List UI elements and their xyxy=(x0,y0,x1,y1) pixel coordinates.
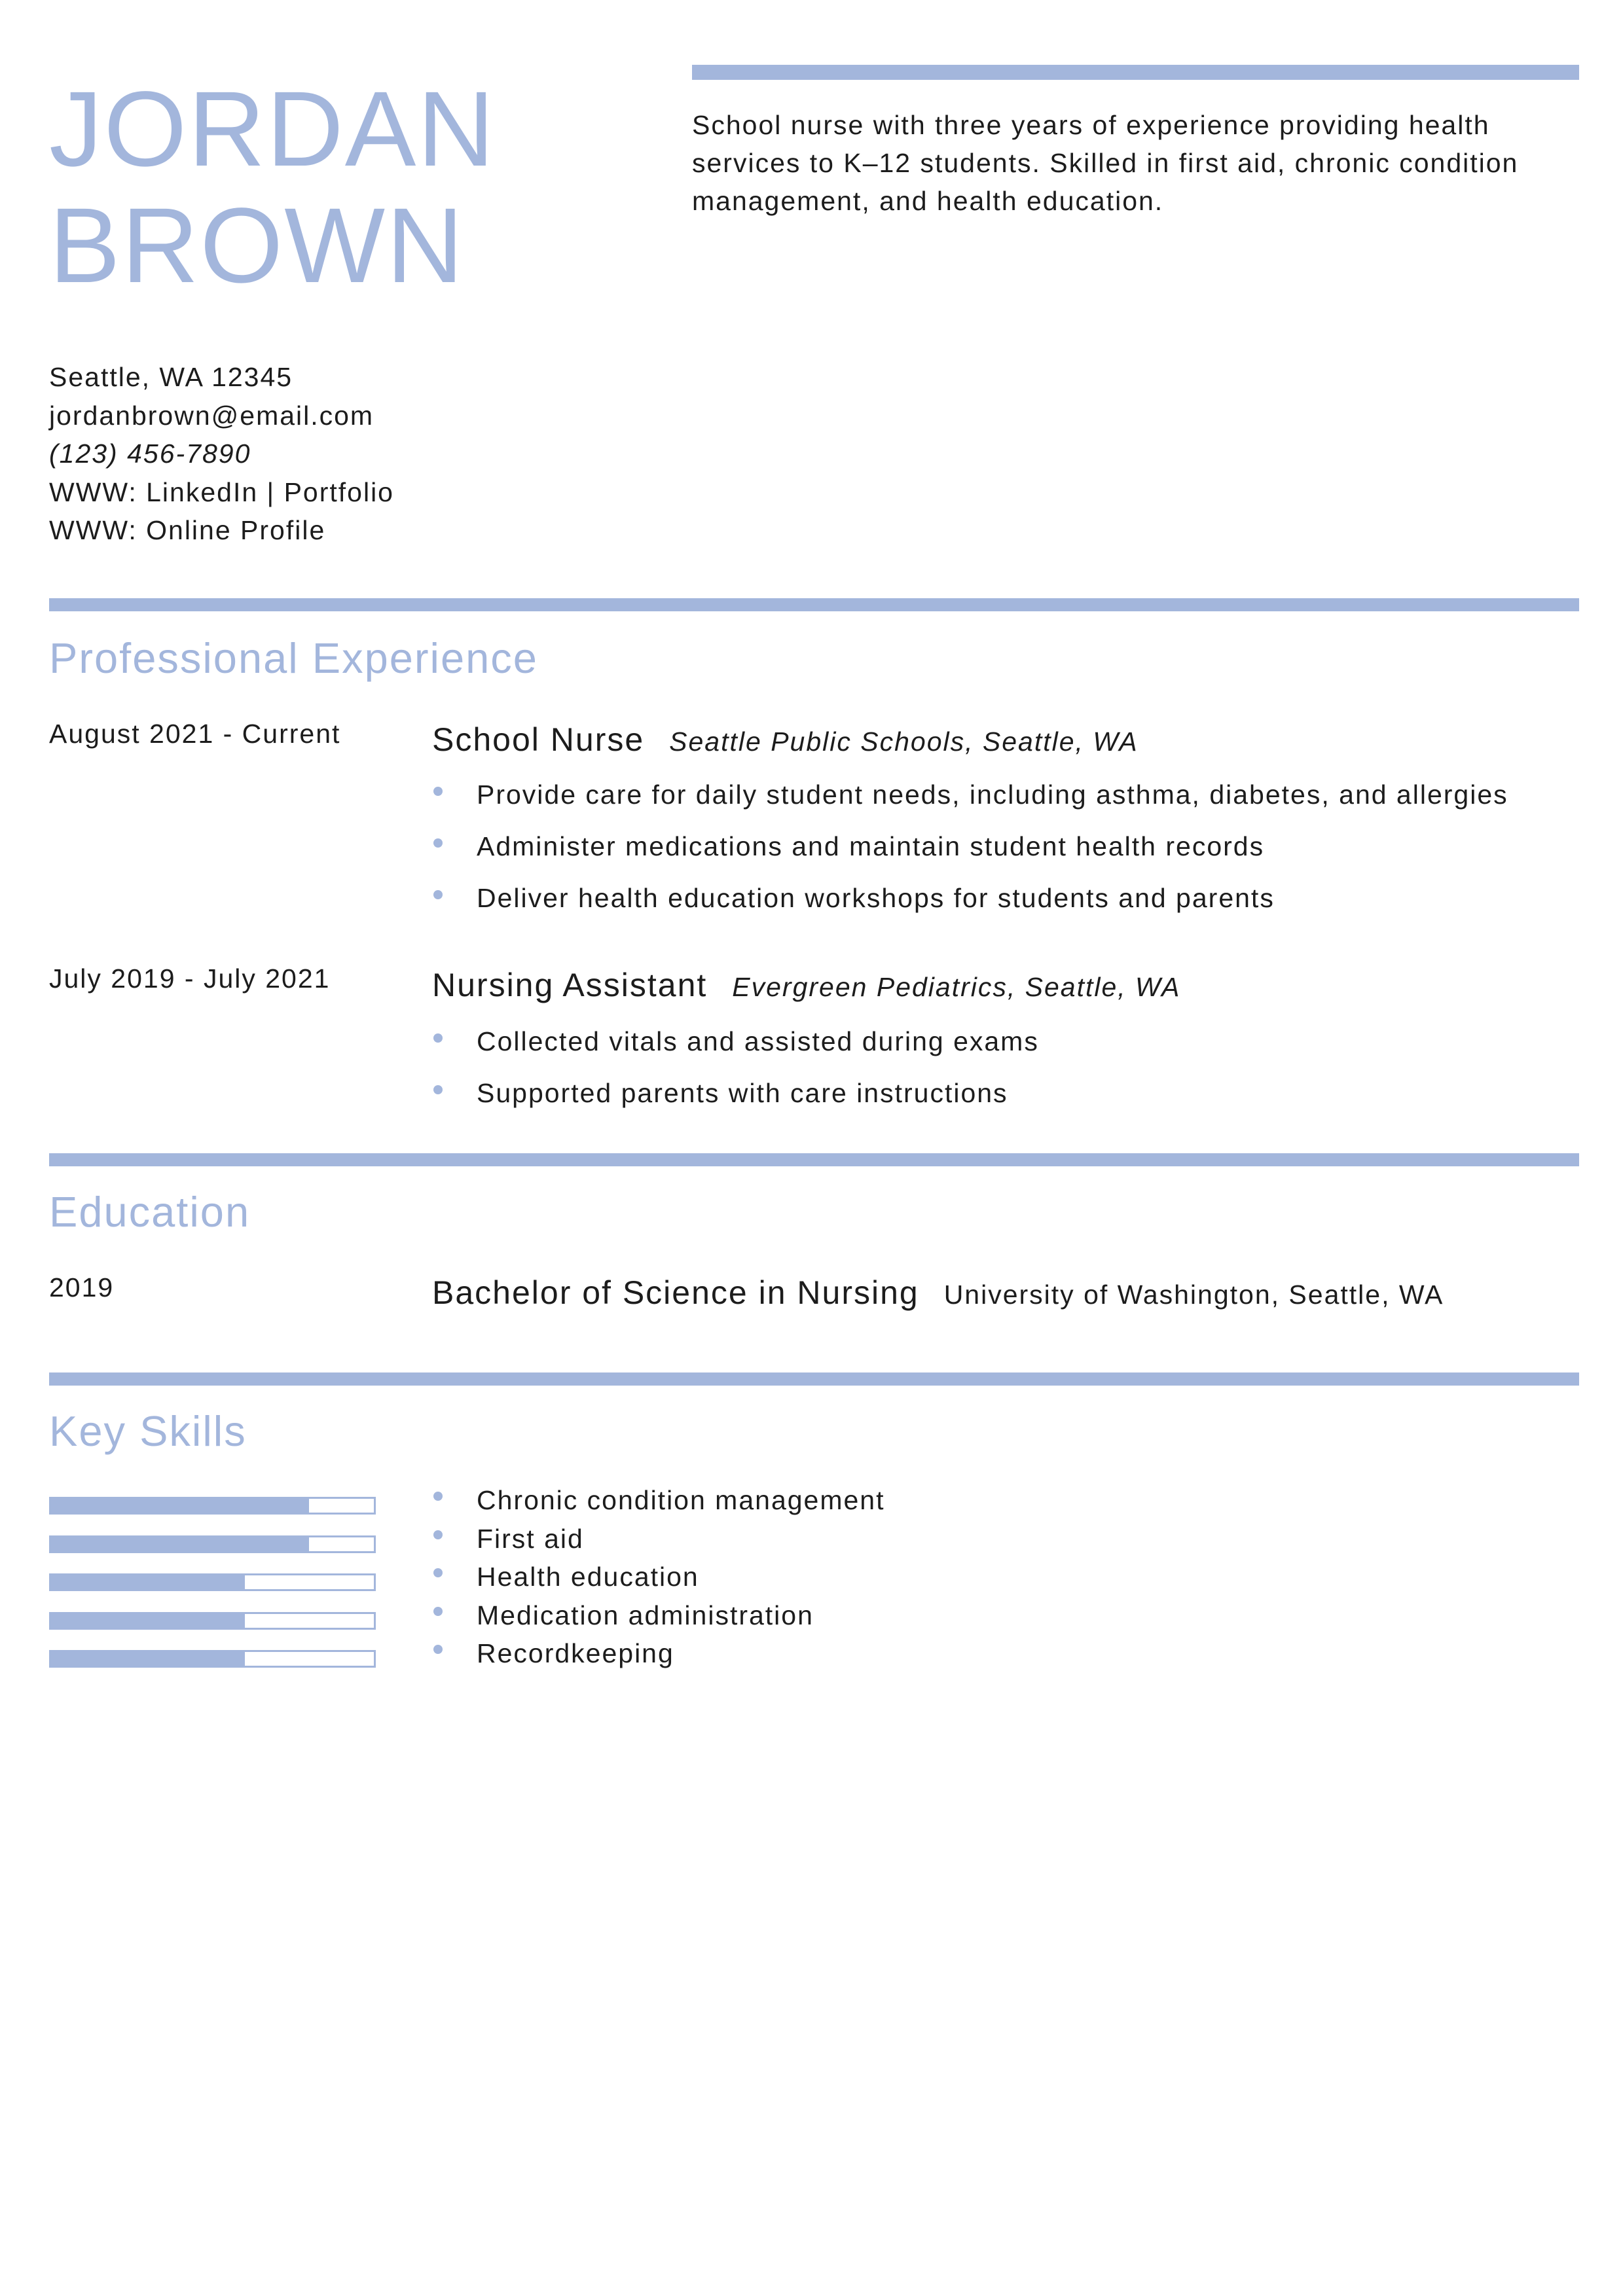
first-name: JORDAN xyxy=(49,69,496,188)
bullet-icon xyxy=(433,1607,443,1616)
list-item: Collected vitals and assisted during exams xyxy=(432,1016,1039,1067)
bullet-icon xyxy=(433,1492,443,1501)
skill-level-bar xyxy=(49,1535,376,1553)
job-2-org: Evergreen Pediatrics, Seattle, WA xyxy=(732,972,1181,1002)
list-item: Supported parents with care instructions xyxy=(432,1067,1039,1119)
education-section-title: Education xyxy=(49,1188,251,1236)
contact-web-links[interactable]: WWW: LinkedIn | Portfolio xyxy=(49,476,394,507)
skill-level-fill xyxy=(51,1537,309,1551)
skills-list xyxy=(432,1481,885,1673)
education-degree: Bachelor of Science in Nursing xyxy=(432,1274,919,1311)
skills-section-title: Key Skills xyxy=(49,1407,247,1455)
list-item: First aid xyxy=(432,1520,885,1558)
list-item: Medication administration xyxy=(432,1596,885,1635)
list-item: Deliver health education workshops for students and parents xyxy=(432,872,1508,924)
bullet-icon xyxy=(433,1085,443,1094)
skill-level-bar xyxy=(49,1573,376,1591)
contact-email[interactable]: jordanbrown@email.com xyxy=(49,400,374,431)
summary-text: School nurse with three years of experience providing health services to K–12 students. Skilled in first aid, chronic condition management, and health education. xyxy=(692,110,1519,216)
bullet-icon xyxy=(433,1530,443,1539)
education-year: 2019 xyxy=(49,1272,115,1302)
job-2-title: Nursing Assistant xyxy=(432,967,708,1003)
job-2-bullets xyxy=(432,1016,1039,1119)
bullet-icon xyxy=(433,838,443,848)
job-1-org: Seattle Public Schools, Seattle, WA xyxy=(669,726,1139,757)
skill-level-bar xyxy=(49,1650,376,1668)
education-institution: University of Washington, Seattle, WA xyxy=(943,1280,1444,1310)
education-heading xyxy=(432,1273,1444,1312)
bullet-icon xyxy=(433,1033,443,1043)
skill-level-fill xyxy=(51,1652,245,1666)
job-2-dates: July 2019 - July 2021 xyxy=(49,963,331,994)
job-1-bullets xyxy=(432,769,1508,924)
skill-level-bar xyxy=(49,1612,376,1630)
job-1-title: School Nurse xyxy=(432,721,645,758)
contact-address: Seattle, WA 12345 xyxy=(49,362,293,392)
contact-web-profile[interactable]: WWW: Online Profile xyxy=(49,515,326,545)
list-item: Chronic condition management xyxy=(432,1481,885,1520)
job-2-heading xyxy=(432,965,1180,1005)
summary-divider xyxy=(692,65,1579,80)
skill-level-fill xyxy=(51,1499,309,1513)
job-1-heading xyxy=(432,720,1139,759)
last-name: BROWN xyxy=(49,185,465,305)
skill-level-bar xyxy=(49,1497,376,1515)
list-item: Administer medications and maintain student health records xyxy=(432,821,1508,872)
skill-level-fill xyxy=(51,1575,245,1589)
skill-level-fill xyxy=(51,1614,245,1628)
bullet-icon xyxy=(433,787,443,796)
bullet-icon xyxy=(433,890,443,899)
bullet-icon xyxy=(433,1568,443,1577)
experience-section-title: Professional Experience xyxy=(49,634,538,682)
education-divider xyxy=(49,1153,1579,1166)
list-item: Provide care for daily student needs, including asthma, diabetes, and allergies xyxy=(432,769,1508,821)
bullet-icon xyxy=(433,1645,443,1654)
candidate-name xyxy=(49,71,496,304)
list-item: Health education xyxy=(432,1558,885,1596)
skills-divider xyxy=(49,1372,1579,1386)
skill-level-bars xyxy=(49,1497,376,1689)
list-item: Recordkeeping xyxy=(432,1634,885,1673)
contact-phone: (123) 456-7890 xyxy=(49,439,251,469)
job-1-dates: August 2021 - Current xyxy=(49,719,341,749)
experience-divider xyxy=(49,598,1579,611)
contact-block xyxy=(49,358,394,550)
